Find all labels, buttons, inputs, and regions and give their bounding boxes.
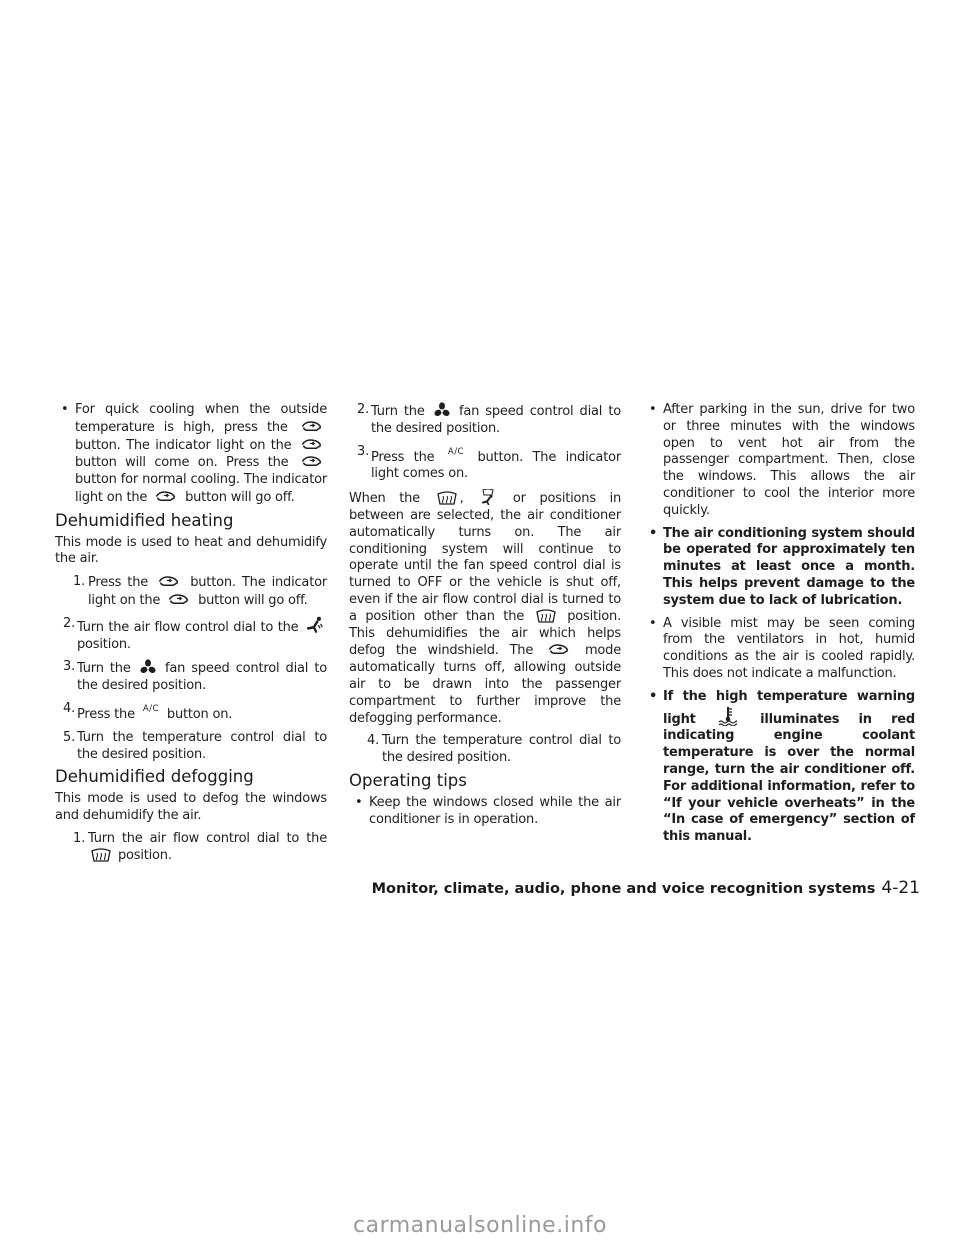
- bullet-marker: •: [61, 402, 69, 417]
- step-number: 2.: [357, 402, 370, 417]
- defrost-icon: [91, 848, 111, 862]
- ac-icon: A/C: [142, 703, 159, 714]
- step-number: 3.: [357, 443, 370, 459]
- recirculation-icon: [547, 642, 571, 657]
- quick-text-2: button. The indicator light on the: [75, 437, 292, 453]
- defrost-icon: [437, 491, 457, 505]
- recirculation-icon: [300, 419, 324, 434]
- page-number: 4-21: [881, 878, 920, 898]
- page-footer: [372, 878, 920, 898]
- quick-text-4: button for normal cooling. The indicator light on the: [75, 472, 327, 505]
- step-text: Turn the temperature control dial to the desired position.: [382, 733, 621, 766]
- ac-icon: A/C: [447, 446, 464, 457]
- defogging-step-3: [349, 444, 621, 484]
- foot-defrost-icon: [480, 489, 496, 505]
- step-text: position.: [117, 847, 172, 863]
- tip-bullet-5: [643, 689, 915, 846]
- recirculation-icon: [300, 437, 324, 452]
- footer-title: Monitor, climate, audio, phone and voice recognition systems: [371, 881, 876, 897]
- recirculation-icon: [300, 454, 324, 469]
- quick-text-1: For quick cooling when the outside temperature is high, press the: [75, 402, 327, 435]
- step-text: button. The indicator light comes on.: [371, 449, 621, 482]
- step-number: 4.: [367, 733, 380, 749]
- defogging-intro: This mode is used to defog the windows and dehumidify the air.: [55, 791, 327, 823]
- tip-bullet-4: [643, 616, 915, 683]
- step-text: Press the: [88, 575, 149, 591]
- step-number: 3.: [63, 659, 76, 675]
- step-text: button. The indicator light on the: [88, 575, 327, 608]
- step-text: button on.: [166, 706, 233, 722]
- temperature-warning-icon: [718, 706, 738, 726]
- heating-intro: This mode is used to heat and dehumidify the air.: [55, 534, 327, 567]
- bullet-marker: •: [649, 402, 657, 417]
- heating-step-2: [55, 616, 327, 654]
- defrost-icon: [536, 609, 556, 623]
- recirculation-icon: [167, 592, 191, 607]
- heating-step-4: [55, 701, 327, 724]
- defog-paragraph: [349, 489, 621, 727]
- para-text: mode automatically turns off, allowing outside air to be drawn into the passenger compartment to further improve the defogging performance.: [349, 643, 622, 726]
- quick-text-3: button will come on. Press the: [75, 455, 289, 471]
- para-text: When the: [349, 491, 420, 507]
- step-text: button will go off.: [198, 592, 308, 608]
- step-number: 5.: [63, 729, 76, 745]
- bullet-marker: •: [649, 615, 657, 631]
- heading-operating-tips: Operating tips: [349, 770, 467, 790]
- step-number: 4.: [63, 700, 76, 716]
- fan-icon: [434, 402, 450, 418]
- heading-dehumidified-defogging: Dehumidified defogging: [55, 767, 254, 787]
- recirculation-icon: [157, 574, 181, 589]
- defogging-step-4: [349, 733, 621, 767]
- watermark: carmanualsonline.info: [353, 1213, 607, 1238]
- step-text: fan speed control dial to the desired position.: [77, 661, 327, 694]
- step-text: Turn the: [77, 661, 131, 677]
- step-number: 2.: [63, 615, 76, 631]
- para-text: ,: [459, 491, 464, 507]
- heating-step-3: [55, 659, 327, 695]
- quick-cooling-bullet: [55, 402, 327, 507]
- step-text: Turn the temperature control dial to the desired position.: [77, 729, 327, 762]
- step-text: Turn the air flow control dial to the: [77, 619, 299, 635]
- step-text: Press the: [77, 706, 135, 722]
- heating-step-1: [55, 574, 327, 610]
- step-text: position.: [77, 636, 131, 652]
- tip-text: illuminates in red indicating engine coolant temperature is over the normal range, turn the air conditioner off. For additional information, refer to “If your vehicle overheats” in the “In case of emergency” section of this manual.: [663, 711, 916, 845]
- tip-bullet-1: [349, 795, 621, 829]
- column-right: [643, 402, 915, 852]
- tip-bullet-2: [643, 402, 915, 520]
- step-number: 1.: [73, 574, 86, 590]
- para-text: or positions in between are selected, the air conditioner automatically turns on. The air conditioning system will continue to operate until the fan speed control dial is turned to OFF or the vehicle is shut off, even if the air flow control dial is turned to a position other than the: [349, 491, 622, 624]
- tip-text: A visible mist may be seen coming from the ventilators in hot, humid conditions as the air is cooled rapidly. This does not indicate a malfunction.: [663, 615, 915, 681]
- quick-text-5: button will go off.: [185, 489, 295, 505]
- column-left: [55, 402, 327, 870]
- bullet-marker: •: [649, 688, 658, 704]
- column-middle: [349, 402, 621, 834]
- tip-text: If the high temperature warning light: [663, 688, 915, 727]
- fan-icon: [140, 659, 156, 675]
- defogging-step-2: [349, 402, 621, 438]
- tip-text: Keep the windows closed while the air conditioner is in operation.: [369, 794, 621, 827]
- defogging-step-1: [55, 831, 327, 865]
- heating-step-5: [55, 730, 327, 764]
- step-text: fan speed control dial to the desired position.: [371, 404, 621, 436]
- foot-vent-icon: [306, 616, 324, 634]
- tip-bullet-3: [643, 526, 915, 610]
- step-text: Turn the air flow control dial to the: [88, 830, 327, 846]
- step-number: 1.: [73, 830, 86, 846]
- bullet-marker: •: [649, 525, 658, 541]
- para-text: position. This dehumidifies the air which helps defog the windshield. The: [349, 608, 622, 659]
- step-text: Turn the: [371, 404, 425, 419]
- step-text: Press the: [371, 449, 435, 465]
- tip-text: After parking in the sun, drive for two or three minutes with the windows open to vent hot air from the passenger compartment. Then, close the windows. This allows the air conditioner to cool the interior more quickly.: [663, 402, 915, 518]
- tip-text: The air conditioning system should be operated for approximately ten minutes at least once a month. This helps prevent damage to the system due to lack of lubrication.: [663, 525, 915, 608]
- heading-dehumidified-heating: Dehumidified heating: [55, 510, 234, 530]
- recirculation-icon: [154, 489, 178, 504]
- bullet-marker: •: [355, 794, 363, 810]
